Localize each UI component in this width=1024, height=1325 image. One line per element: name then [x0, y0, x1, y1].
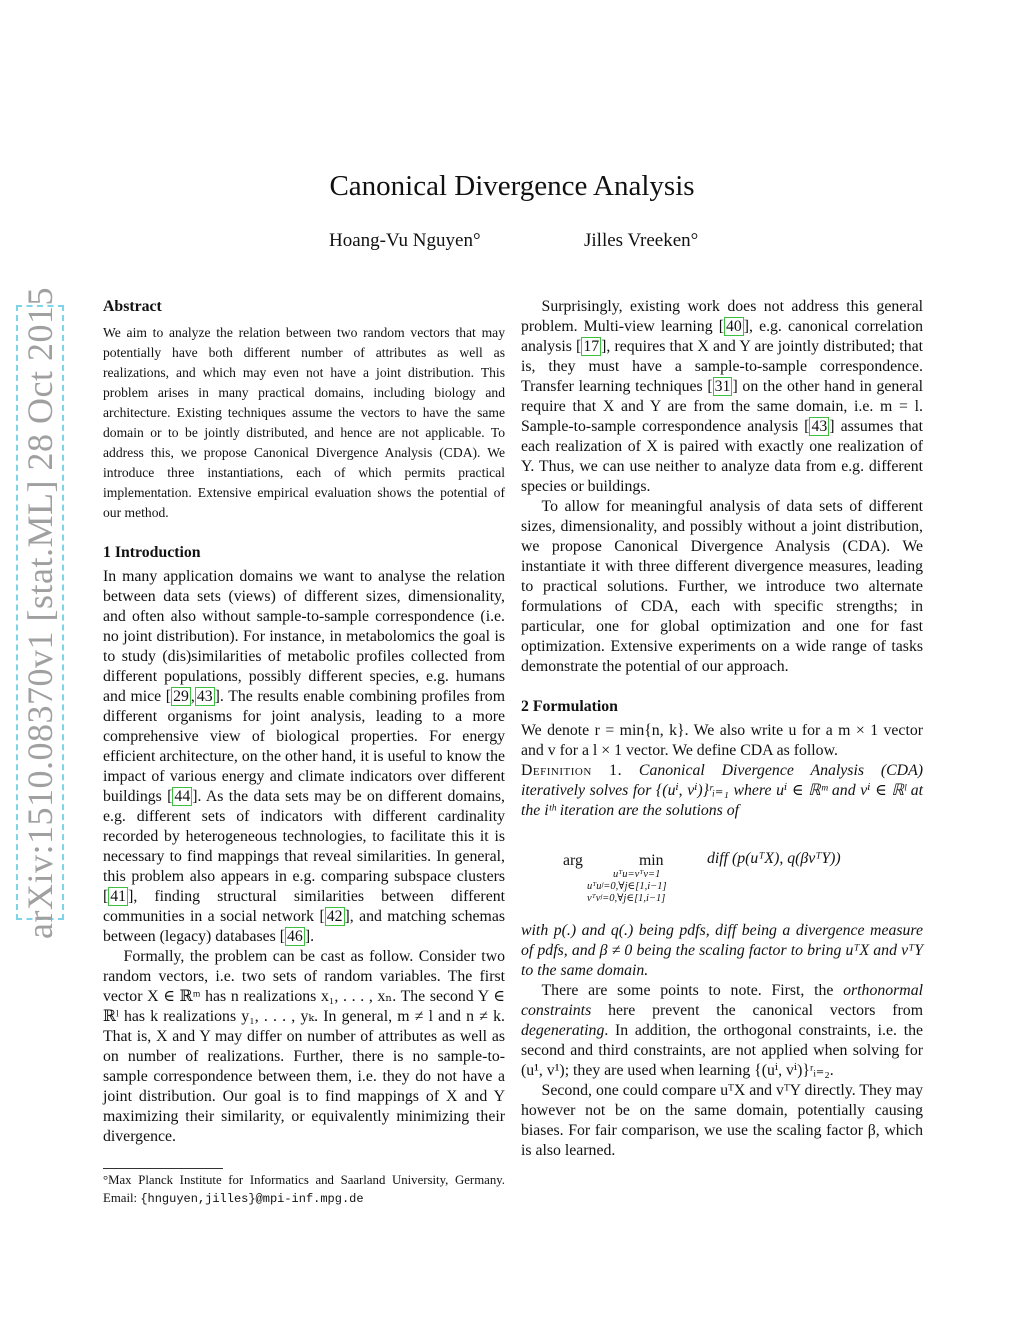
arxiv-stamp-text: arXiv:1510.08370v1 [stat.ML] 28 Oct 2015	[20, 286, 61, 939]
definition-label: Definition 1.	[521, 762, 623, 779]
intro-paragraph-1: In many application domains we want to analyse the relation between data sets (views) of different sizes, dimensionality, and often also without sample-to-sample correspondence (i.e. no joint distribution). For instance, in metabolomics the goal is to study (dis)similarities of metabolic profiles collected from different populations, possibly different species, e.g. humans and mice [ 29 , 43 ]. The results enable combining profiles from different organisms for joint analysis, leading to a more comprehensive view of biological properties. For energy efficient architecture, on the other hand, it is useful to know the impact of various energy and climate indicators over different buildings [ 44 ]. As the data sets may be on different domains, e.g. different sets of indicators with different cardinality recorded by heterogeneous technologies, to facilitate this it is necessary to find mappings that reveal similarities. In general, this problem also appears in e.g. comparing subspace clusters [ 41 ], finding structural similarities between different communities in a social network [ 42 ], and matching schemas between (legacy) databases [ 46 ].	[103, 568, 505, 945]
footnote-rule	[103, 1168, 223, 1169]
email-address: {hnguyen,jilles}@mpi-inf.mpg.de	[140, 1192, 364, 1206]
left-column	[103, 297, 505, 1147]
right-column	[521, 297, 923, 1161]
citation-link[interactable]: 17	[583, 338, 600, 355]
formulation-paragraph-2: There are some points to note. First, the orthonormal constraints here prevent the canonical vectors from degenerating. In addition, the orthogonal constraints, i.e. the second and third constraints, are not applied when solving for (u¹, v¹); they are used when learning {(uⁱ, vⁱ)}ʳᵢ₌₂.	[521, 982, 923, 1079]
citation-link[interactable]: 43	[811, 418, 828, 435]
definition-1: Definition 1. Canonical Divergence Analysis (CDA) iteratively solves for {(uⁱ, vⁱ)}ʳᵢ₌₁ where uⁱ ∈ ℝᵐ and vⁱ ∈ ℝˡ at the iᵗʰ iteration are the solutions of	[521, 762, 923, 819]
citation-link[interactable]: 42	[326, 908, 343, 925]
abstract-text: We aim to analyze the relation between two random vectors that may potentially have both different number of attributes as well as realizations, and which may even not have a joint distribution. This problem arises in many practical domains, including biology and architecture. Existing techniques assume the vectors to have the same domain or to be jointly distributed, and hence are not applicable. To address this, we propose Canonical Divergence Analysis (CDA). We introduce three instantiations, each of which permits practical implementation. Extensive empirical evaluation shows the potential of our method.	[103, 325, 505, 520]
section-1-heading: 1 Introduction	[103, 544, 201, 561]
citation-link[interactable]: 44	[174, 788, 191, 805]
eq-arg: arg	[563, 852, 583, 869]
intro-paragraph-2: Formally, the problem can be cast as follow. Consider two random vectors, i.e. two sets of random variables. The first vector X ∈ ℝᵐ has n realizations x₁, . . . , xₙ. The second Y ∈ ℝˡ has k realizations y₁, . . . , yₖ. In general, m ≠ l and n ≠ k. That is, X and Y may differ on number of attributes as well as on number of realizations. Further, there is no sample-to-sample correspondence between them, i.e. they do not have a joint distribution. Our goal is to find mappings of X and Y maximizing their similarity, or equivalently minimizing their divergence.	[103, 948, 505, 1145]
citation-link[interactable]: 40	[725, 318, 742, 335]
equation-cda	[521, 839, 923, 907]
arxiv-stamp	[16, 286, 64, 939]
author-1: Hoang-Vu Nguyen°	[329, 230, 481, 251]
eq-constraints: uᵀu=vᵀv=1 uᵀuʲ=0,∀j∈[1,i−1] vᵀvʲ=0,∀j∈[1,i−1]	[587, 869, 667, 904]
right-paragraph-2: To allow for meaningful analysis of data sets of different sizes, dimensionality, and possibly without a joint distribution, we propose Canonical Divergence Analysis (CDA). We instantiate it with three different divergence measures, leading to practical solutions. Further, we introduce two alternate formulations of CDA, each with specific strengths; in particular, one for global optimization and one for fast optimization. Extensive experiments on a wide range of tasks demonstrate the potential of our approach.	[521, 498, 923, 675]
citation-link[interactable]: 46	[287, 928, 303, 945]
paper-title: Canonical Divergence Analysis	[329, 170, 695, 202]
citation-link[interactable]: 29	[173, 688, 189, 705]
definition-continuation: with p(.) and q(.) being pdfs, diff being a divergence measure of pdfs, and β ≠ 0 being the scaling factor to bring uᵀX and vᵀY to the same domain.	[521, 922, 923, 979]
citation-link[interactable]: 31	[714, 378, 731, 395]
eq-min: min	[639, 852, 664, 869]
right-paragraph-1: Surprisingly, existing work does not address this general problem. Multi-view learning [ 40 ], e.g. canonical correlation analysis [ 17 ], requires that X and Y are jointly distributed; that is, they must have a sample-to-sample correspondence. Transfer learning techniques [ 31 ] on the other hand in general require that X and Y are from the same domain, i.e. m = l. Sample-to-sample correspondence analysis [ 43 ] assumes that each realization of X is paired with exactly one realization of Y. Thus, we can use neither to analyze data from e.g. different species or buildings.	[521, 298, 923, 495]
citation-link[interactable]: 41	[110, 888, 127, 905]
author-2: Jilles Vreeken°	[584, 230, 699, 251]
citation-link[interactable]: 43	[196, 688, 213, 705]
formulation-paragraph-1: We denote r = min{n, k}. We also write u for a m × 1 vector and v for a l × 1 vector. We define CDA as follow.	[521, 722, 923, 759]
formulation-paragraph-3: Second, one could compare uᵀX and vᵀY directly. They may however not be on the same domain, potentially causing biases. For fair comparison, we use the scaling factor β, which is also learned.	[521, 1082, 923, 1159]
section-2-heading: 2 Formulation	[521, 698, 618, 715]
footnote: °Max Planck Institute for Informatics and Saarland University, Germany. Email: {hnguyen,jilles}@mpi-inf.mpg.de	[103, 1168, 505, 1208]
eq-objective: diff (p(uᵀX), q(βvᵀY))	[707, 850, 841, 867]
abstract-heading: Abstract	[103, 298, 162, 315]
